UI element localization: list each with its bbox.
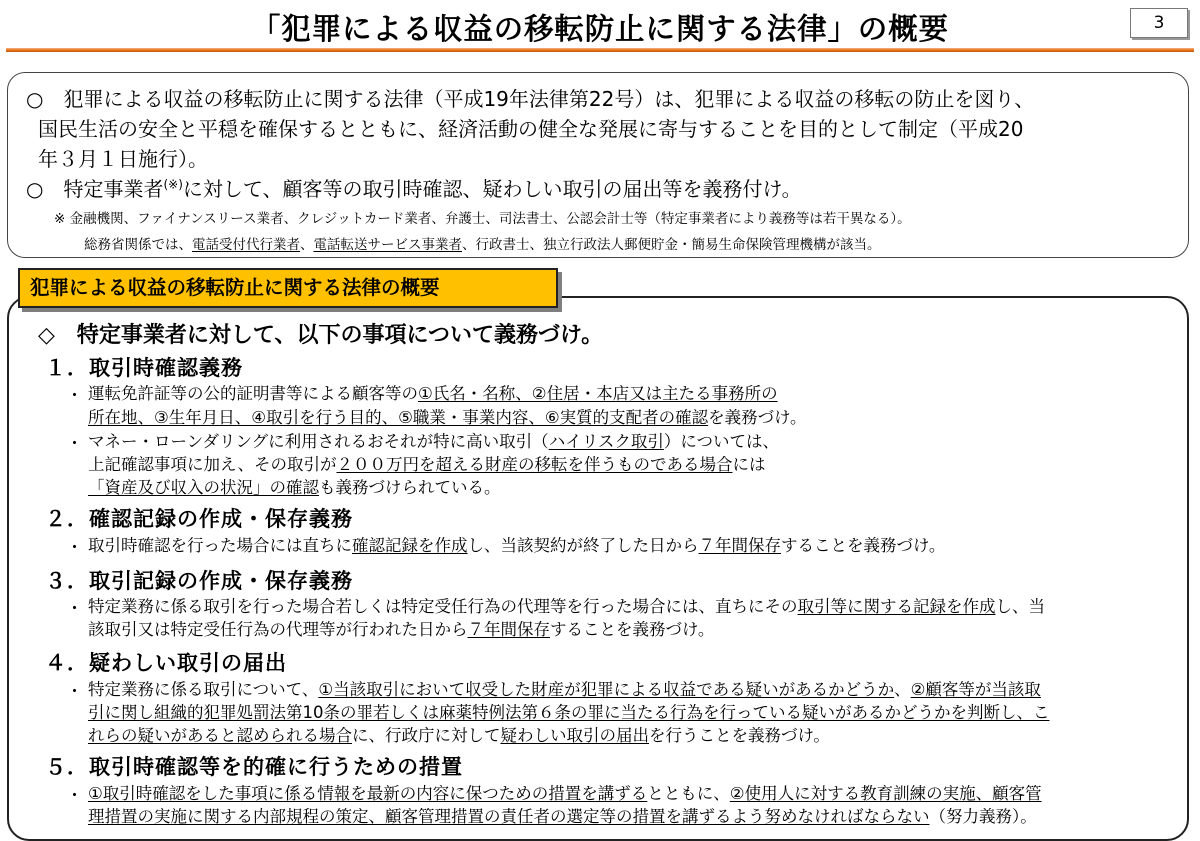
underlined-text: ①取引時確認をした事項に係る情報を最新の内容に保つための措置を講ずる	[88, 784, 648, 803]
underlined-text: 所在地、③生年月日、④取引を行う目的、⑤職業・事業内容、⑥実質的支配者の確認	[88, 408, 709, 427]
heading-3: ３．取引記録の作成・保存義務	[45, 569, 353, 593]
text: も義務づけられている。	[319, 478, 501, 497]
bullet-dot: ・	[66, 682, 83, 702]
title-underline	[6, 48, 1194, 52]
underlined-text: 取引等に関する記録を作成	[797, 597, 996, 616]
bullet-dot: ・	[66, 386, 83, 406]
underlined-text: ハイリスク取引	[548, 432, 664, 451]
summary-line-4	[26, 173, 802, 202]
text: 該取引又は特定受任行為の代理等が行われた日から	[88, 620, 468, 639]
underlined-text: ７年間保存	[467, 620, 550, 639]
bullet-dot: ・	[66, 538, 83, 558]
underlined-text: ①氏名・名称、②住居・本店又は主たる事務所の	[418, 384, 778, 403]
heading-5: ５．取引時確認等を的確に行うための措置	[45, 755, 463, 779]
s1-line-2	[88, 404, 807, 428]
note-text: 総務省関係では、	[84, 237, 192, 253]
text: マネー・ローンダリングに利用されるおそれが特に高い取引（	[88, 432, 549, 451]
text: することを義務づけ。	[550, 620, 715, 639]
underlined-text: 引に関し組織的犯罪処罰法第10条の罪若しくは麻薬特例法第６条の罪に当たる行為を行っている疑いがあるかどうかを判断し、こ	[88, 703, 1050, 722]
note-underlined-2: 電話転送サービス事業者	[313, 237, 462, 253]
summary-note-mic	[84, 233, 881, 253]
summary-box	[7, 72, 1189, 258]
text: 運転免許証等の公的証明書等による顧客等の	[88, 384, 418, 403]
text: 取引時確認を行った場合には直ちに	[88, 536, 352, 555]
underlined-text: ２００万円を超える財産の移転を伴うものである場合	[336, 455, 733, 474]
page-title: 「犯罪による収益の移転防止に関する法律」の概要	[251, 12, 949, 46]
underlined-text: ②顧客等が当該取	[910, 680, 1041, 699]
heading-1: １．取引時確認義務	[45, 356, 243, 380]
s1-line-5	[88, 474, 501, 498]
underlined-text: 確認記録を作成	[352, 536, 468, 555]
text: ）については、	[663, 432, 780, 451]
summary-line-2: 国民生活の安全と平穏を確保するとともに、経済活動の健全な発展に寄与することを目的として制定（平成20	[38, 117, 1024, 141]
s4-line-1	[88, 676, 1041, 700]
text: し、当	[995, 597, 1045, 616]
footnote-mark: (※)	[163, 177, 183, 192]
note-text: 、行政書士、独立行政法人郵便貯金・簡易生命保険管理機構が該当。	[462, 237, 881, 253]
summary-line-1: ○ 犯罪による収益の移転防止に関する法律（平成19年法律第22号）は、犯罪による収益の移転の防止を図り、	[26, 87, 1035, 111]
s4-line-3	[88, 722, 830, 746]
underlined-text: 「資産及び収入の状況」の確認	[88, 478, 319, 497]
note-text: 、	[300, 237, 314, 253]
s3-line-1	[88, 593, 1045, 617]
summary-line-3: 年３月１日施行）。	[38, 147, 208, 171]
underlined-text: ①当該取引において収受した財産が犯罪による収益である疑いがあるかどうか	[318, 680, 895, 699]
text: とともに、	[647, 784, 730, 803]
summary-line-4-prefix: ○ 特定事業者	[26, 177, 164, 201]
summary-line-4-suffix: に対して、顧客等の取引時確認、疑わしい取引の届出等を義務付け。	[182, 177, 802, 201]
underlined-text: 理措置の実施に関する内部規程の策定、顧客管理措置の責任者の選定等の措置を講ずるよう努めなければならない	[88, 807, 930, 826]
s3-line-2	[88, 616, 714, 640]
heading-4: ４．疑わしい取引の届出	[45, 651, 287, 675]
lead-statement: ◇ 特定事業者に対して、以下の事項について義務づけ。	[38, 323, 604, 348]
s1-line-4	[88, 451, 766, 475]
text: することを義務づけ。	[781, 536, 946, 555]
s5-line-1	[88, 780, 1042, 804]
note-underlined-1: 電話受付代行業者	[192, 237, 300, 253]
bullet-dot: ・	[66, 599, 83, 619]
s2-line-1	[88, 532, 945, 556]
text: （努力義務）。	[929, 807, 1037, 826]
text: 特定業務に係る取引について、	[88, 680, 319, 699]
bullet-dot: ・	[66, 434, 83, 454]
underlined-text: ７年間保存	[698, 536, 781, 555]
underlined-text: ②使用人に対する教育訓練の実施、顧客管	[729, 784, 1042, 803]
text: 上記確認事項に加え、その取引が	[88, 455, 337, 474]
text: 特定業務に係る取引を行った場合若しくは特定受任行為の代理等を行った場合には、直ちにその	[88, 597, 798, 616]
s1-line-3	[88, 428, 779, 452]
text: を行うことを義務づけ。	[649, 726, 830, 745]
page-number: 3	[1130, 8, 1188, 38]
section-label: 犯罪による収益の移転防止に関する法律の概要	[18, 268, 558, 308]
s4-line-2	[88, 699, 1050, 723]
s1-line-1	[88, 380, 778, 404]
underlined-text: 疑わしい取引の届出	[500, 726, 649, 745]
text: を義務づけ。	[708, 408, 807, 427]
text: には	[732, 455, 766, 474]
heading-2: ２．確認記録の作成・保存義務	[45, 507, 353, 531]
summary-footnote: ※ 金融機関、ファイナンスリース業者、クレジットカード業者、弁護士、司法書士、公認会計士等（特定事業者により義務等は若干異なる）。	[54, 211, 911, 227]
text: し、当該契約が終了した日から	[467, 536, 699, 555]
bullet-dot: ・	[66, 786, 83, 806]
text: に、行政庁に対して	[352, 726, 501, 745]
s5-line-2	[88, 803, 1037, 827]
underlined-text: れらの疑いがあると認められる場合	[88, 726, 352, 745]
text: 、	[894, 680, 911, 699]
